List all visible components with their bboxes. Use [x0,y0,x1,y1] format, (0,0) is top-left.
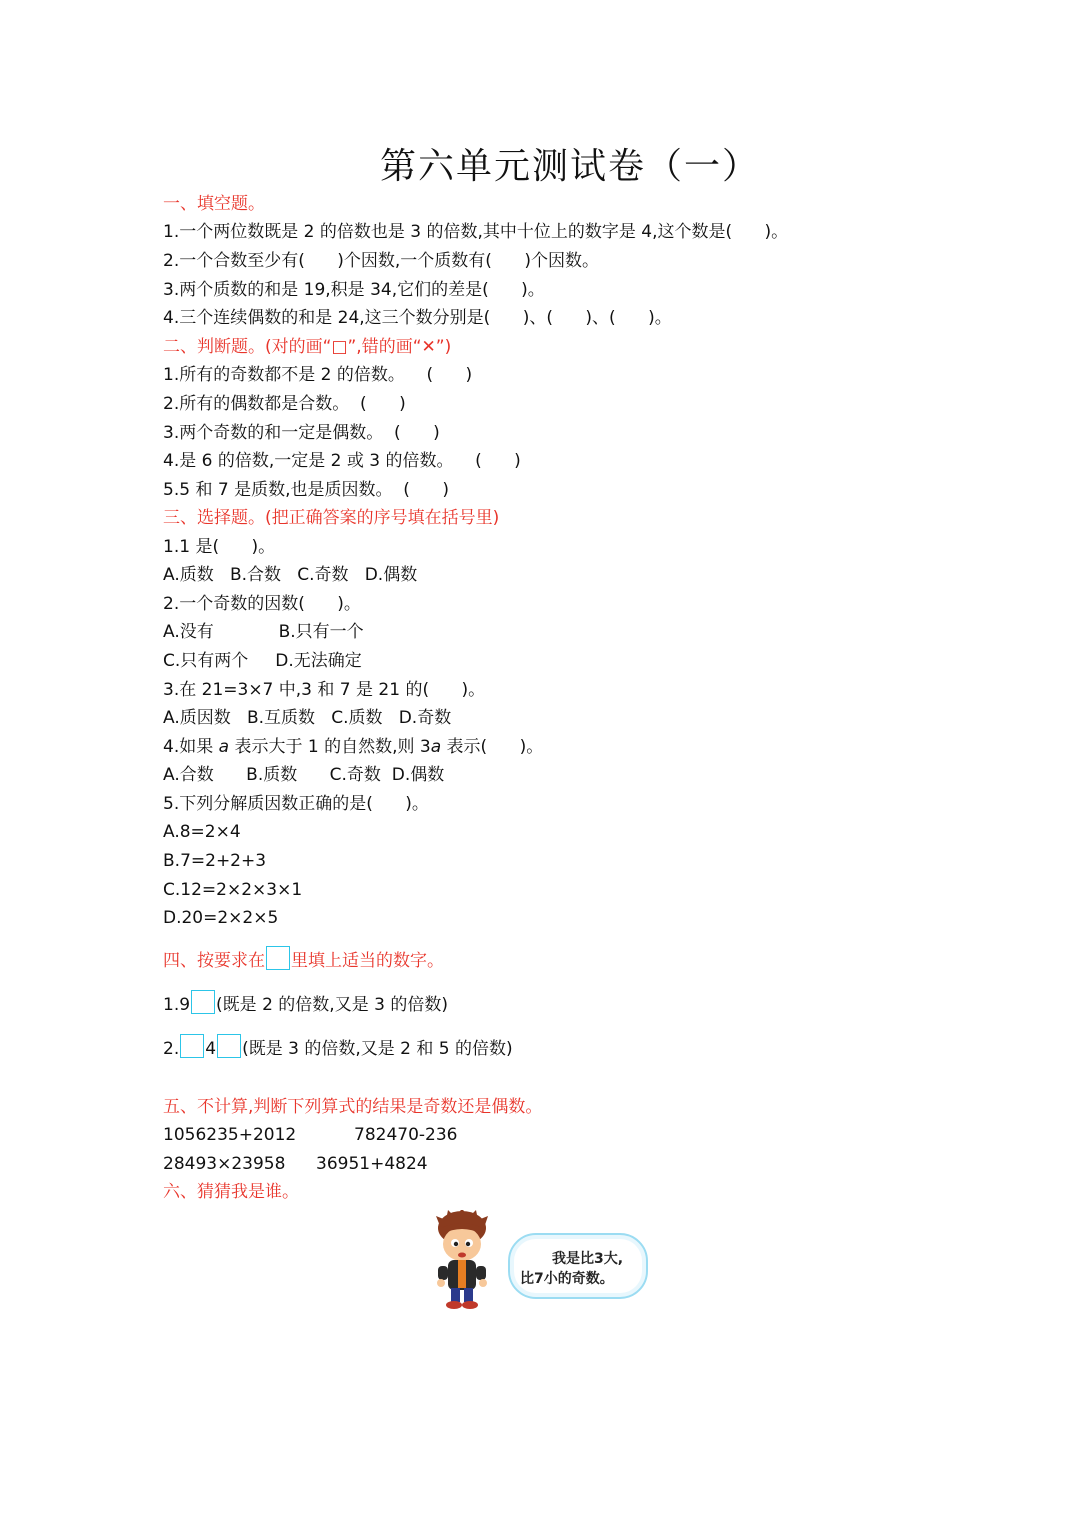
question-options: A.质因数 B.互质数 C.质数 D.奇数 [163,708,452,728]
speech-bubble-text: 我是比3大, [552,1251,624,1267]
question-text [163,990,448,1016]
option-a: A.8=2×4 [163,822,241,842]
answer-box[interactable] [191,990,215,1014]
question-text [163,1034,513,1060]
section-heading-true-false: 二、判断题。(对的画“□”,错的画“✕”) [163,337,452,357]
question-text-part: 4.如果 [163,737,219,757]
expression: 36951+4824 [316,1154,428,1174]
question-text: 3.两个奇数的和一定是偶数。 ( ) [163,423,440,443]
question-text: 3.两个质数的和是 19,积是 34,它们的差是( )。 [163,280,545,300]
question-text: 2.一个奇数的因数( )。 [163,594,361,614]
speech-bubble-text: 比7小的奇数。 [520,1271,614,1287]
question-text-part: 2. [163,1039,180,1059]
section-heading-guess: 六、猜猜我是谁。 [163,1182,299,1202]
question-text: 5.5 和 7 是质数,也是质因数。 ( ) [163,480,449,500]
question-text: 1.一个两位数既是 2 的倍数也是 3 的倍数,其中十位上的数字是 4,这个数是( )。 [163,222,789,242]
question-text-part: (既是 2 的倍数,又是 3 的倍数) [216,995,448,1015]
question-options: A.合数 B.质数 C.奇数 D.偶数 [163,765,445,785]
expression: 1056235+2012 [163,1125,297,1145]
question-text: 2.所有的偶数都是合数。 ( ) [163,394,406,414]
question-text: 3.在 21=3×7 中,3 和 7 是 21 的( )。 [163,680,486,700]
question-text: 5.下列分解质因数正确的是( )。 [163,794,429,814]
answer-box[interactable] [180,1034,204,1058]
question-options: A.质数 B.合数 C.奇数 D.偶数 [163,565,418,585]
variable-a: a [218,737,230,757]
expression: 28493×23958 [163,1154,286,1174]
question-text-part: (既是 3 的倍数,又是 2 和 5 的倍数) [242,1039,513,1059]
question-text: 1.1 是( )。 [163,537,276,557]
question-text: 1.所有的奇数都不是 2 的倍数。 ( ) [163,365,473,385]
question-text: 2.一个合数至少有( )个因数,一个质数有( )个因数。 [163,251,599,271]
question-text-part: 表示大于 1 的自然数,则 3 [229,737,431,757]
variable-a: a [430,737,442,757]
page-title: 第六单元测试卷（一） [379,146,760,187]
section-heading-odd-even: 五、不计算,判断下列算式的结果是奇数还是偶数。 [163,1097,543,1117]
question-text: 4.三个连续偶数的和是 24,这三个数分别是( )、( )、( )。 [163,308,672,328]
section-heading-choice: 三、选择题。(把正确答案的序号填在括号里) [163,508,500,528]
question-text [163,736,543,758]
question-text-part: 4 [205,1039,217,1059]
question-options: C.只有两个 D.无法确定 [163,651,362,671]
section-heading-fill-boxes [163,946,444,972]
section-heading-fill-in: 一、填空题。 [163,194,265,214]
question-text-part: 表示( )。 [441,737,544,757]
option-c: C.12=2×2×3×1 [163,880,303,900]
question-text: 4.是 6 的倍数,一定是 2 或 3 的倍数。 ( ) [163,451,521,471]
heading-part: 四、按要求在 [163,951,265,971]
question-text-part: 1.9 [163,995,191,1015]
answer-box[interactable] [266,946,290,970]
answer-box[interactable] [217,1034,241,1058]
option-d: D.20=2×2×5 [163,908,279,928]
question-options: A.没有 B.只有一个 [163,622,364,642]
expression: 782470-236 [354,1125,458,1145]
option-b: B.7=2+2+3 [163,851,267,871]
heading-part: 里填上适当的数字。 [291,951,444,971]
